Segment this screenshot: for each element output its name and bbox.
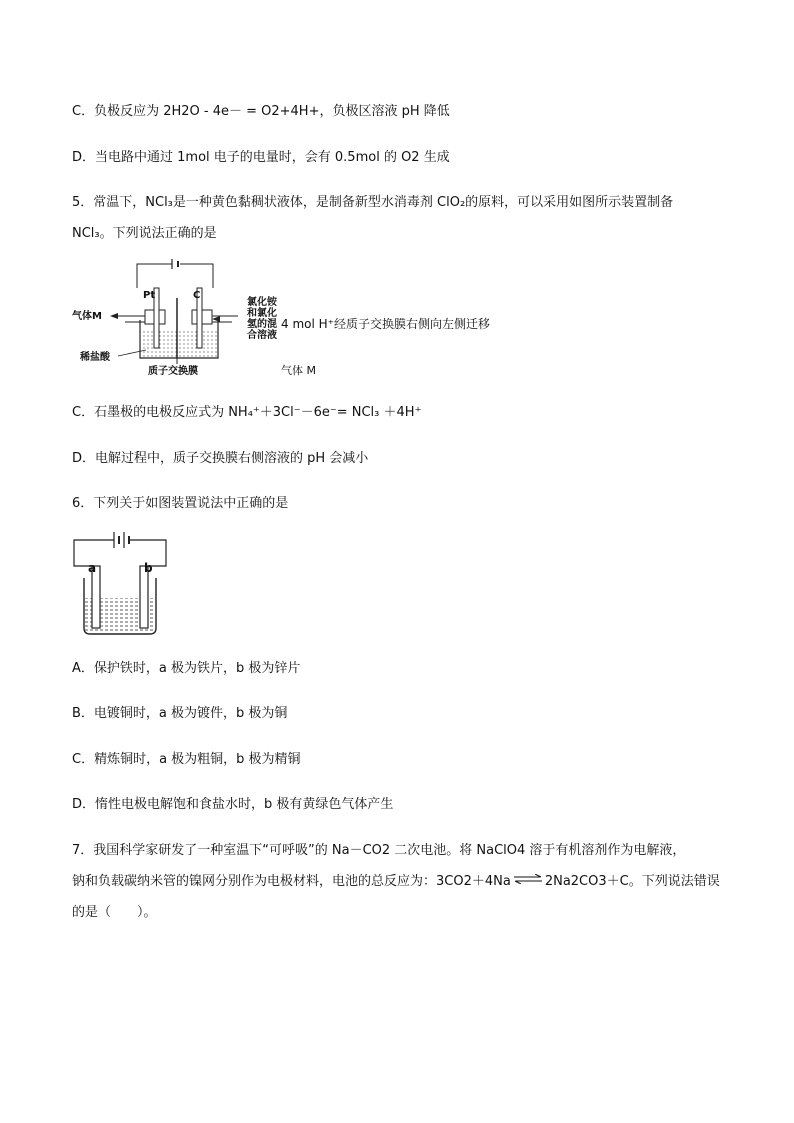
option-c-line: C．负极反应为 2H2O - 4e－ = O2+4H+，负极区溶液 pH 降低 [72,104,450,119]
acid-label: 稀盐酸 [80,352,110,363]
circuit-wire [137,264,172,288]
solution-label-3: 氢的混 [247,319,277,330]
question-6-stem: 6．下列关于如图装置说法中正确的是 [72,496,289,511]
solution-label-1: 氯化铵 [247,297,277,308]
electrolyte [141,330,217,357]
question-6-option-b: B．电镀铜时，a 极为镀件，b 极为铜 [72,706,288,721]
gas-out-arrow [110,313,118,319]
question-7-stem: 7．我国科学家研发了一种室温下“可呼吸”的 Na－CO2 二次电池。将 NaClO4 溶于有机溶剂作为电解液， [72,843,686,858]
question-6-option-d: D．惰性电极电解饱和食盐水时，b 极有黄绿色气体产生 [72,797,394,812]
circuit-wire-right [180,264,213,288]
solution-label-2: 和氯化 [247,308,277,319]
solution-label-4: 合溶液 [247,330,277,341]
pt-label: Pt [143,290,156,301]
electrode-b [140,566,148,628]
question-5-stem-cont: NCl₃。下列说法正确的是 [72,226,217,241]
electrode-b-label: b [144,561,153,575]
cell-figure [70,528,180,638]
reversible-arrow-icon [513,872,543,882]
membrane-label: 质子交换膜 [148,366,198,377]
option-d-line: D．当电路中通过 1mol 电子的电量时，会有 0.5mol 的 O2 生成 [72,150,450,165]
question-7-stem-end: 的是（ ）。 [72,905,157,920]
overlay-gas-m: 气体 M [281,364,316,377]
question-5-option-d: D．电解过程中，质子交换膜右侧溶液的 pH 会减小 [72,451,369,466]
question-6-option-a: A．保护铁时，a 极为铁片，b 极为锌片 [72,661,301,676]
question-7-reaction [72,873,720,891]
gas-m-label: 气体M [72,311,102,322]
question-5-stem: 5．常温下，NCl₃是一种黄色黏稠状液体，是制备新型水消毒剂 ClO₂的原料，可以采用如图所示装置制备 [72,195,674,210]
reaction-left: 钠和负载碳纳米管的镍网分别作为电极材料，电池的总反应为：3CO2＋4Na [72,874,511,889]
overlay-option-text: 4 mol H⁺经质子交换膜右侧向左侧迁移 [281,317,490,331]
electrode-a [92,566,100,628]
inlet-arrow [212,316,220,322]
c-label: C [193,290,201,301]
reaction-right: 2Na2CO3＋C。下列说法错误 [544,874,720,889]
electrode-a-label: a [88,561,97,575]
question-6-option-c: C．精炼铜时，a 极为粗铜，b 极为精铜 [72,752,301,767]
question-5-option-c: C．石墨极的电极反应式为 NH₄⁺＋3Cl⁻－6e⁻= NCl₃ ＋4H⁺ [72,405,422,420]
